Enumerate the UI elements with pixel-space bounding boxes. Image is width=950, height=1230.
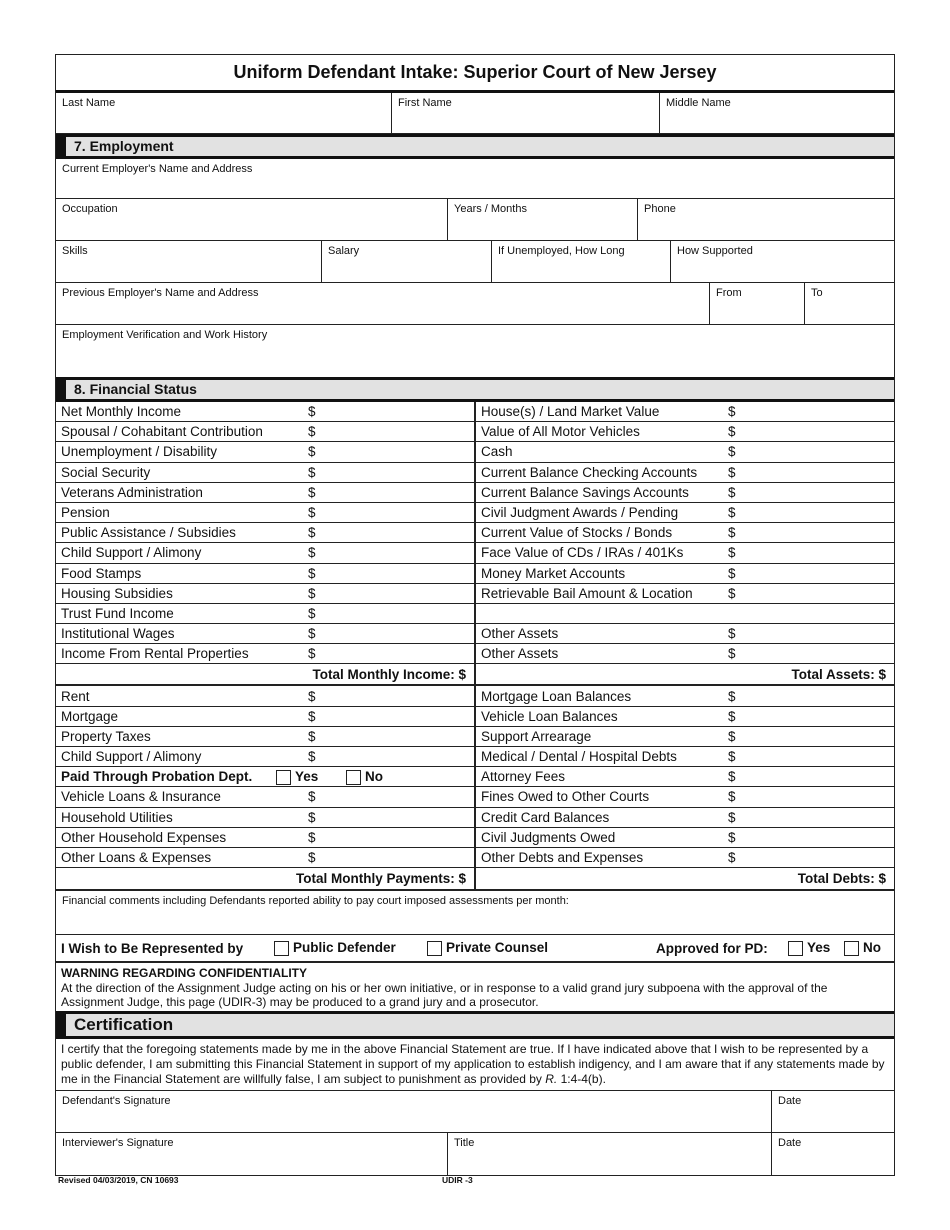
how-supported-field[interactable]: How Supported bbox=[677, 245, 753, 257]
income-row[interactable]: Trust Fund Income $ bbox=[56, 604, 474, 624]
confidentiality-warning: WARNING REGARDING CONFIDENTIALITY At the direction of the Assignment Judge acting on his or her own initiative, or in response to a valid grand jury subpoena with the approval of the Assignment Judge, this page (UDIR-3) may be produced to a grand jury and a prosecutor. bbox=[61, 966, 828, 1010]
income-row[interactable]: Food Stamps $ bbox=[56, 564, 474, 584]
payment-row[interactable]: Rent $ bbox=[56, 686, 474, 706]
public-defender-option[interactable]: Public Defender bbox=[274, 940, 396, 956]
assets-debts-column bbox=[476, 402, 894, 890]
previous-employer-field[interactable]: Previous Employer's Name and Address bbox=[56, 283, 710, 324]
defendant-date-field[interactable]: Date bbox=[778, 1095, 802, 1108]
salary-field[interactable]: Salary bbox=[322, 241, 492, 282]
asset-row[interactable]: Current Balance Checking Accounts $ bbox=[476, 463, 894, 483]
unemployed-how-long-field[interactable]: If Unemployed, How Long bbox=[492, 241, 671, 282]
certification-statement: I certify that the foregoing statements made by me in the above Financial Statement are true. If I have indicated above that I wish to be represented by a public defender, I am submitting this Financial Statement in support of my application to establish indigency, and I am aware that if any statements made by me in the Financial Statement are willfully false, I am subject to punishment as provided by R. 1:4-4(b). bbox=[56, 1039, 894, 1091]
financial-grid bbox=[56, 402, 894, 890]
payment-row[interactable]: Household Utilities $ bbox=[56, 808, 474, 828]
asset-row[interactable]: Civil Judgment Awards / Pending $ bbox=[476, 503, 894, 523]
asset-row[interactable]: Retrievable Bail Amount & Location $ bbox=[476, 584, 894, 604]
middle-name-field[interactable]: Middle Name bbox=[666, 97, 731, 109]
income-row[interactable]: Social Security $ bbox=[56, 463, 474, 483]
payment-row[interactable]: Other Loans & Expenses $ bbox=[56, 848, 474, 868]
asset-row[interactable]: Other Assets $ bbox=[476, 644, 894, 664]
total-monthly-payments[interactable]: Total Monthly Payments: $ bbox=[56, 868, 474, 890]
debt-row[interactable]: Mortgage Loan Balances $ bbox=[476, 686, 894, 706]
asset-row[interactable]: Face Value of CDs / IRAs / 401Ks $ bbox=[476, 543, 894, 563]
income-row[interactable]: Child Support / Alimony $ bbox=[56, 543, 474, 563]
interviewer-signature-field[interactable]: Interviewer's Signature bbox=[56, 1133, 448, 1175]
first-name-field[interactable]: First Name bbox=[392, 93, 660, 133]
debt-row[interactable]: Civil Judgments Owed $ bbox=[476, 828, 894, 848]
defendant-signature-row bbox=[56, 1091, 894, 1133]
interviewer-signature-row bbox=[56, 1133, 894, 1175]
interviewer-date-field[interactable]: Date bbox=[778, 1137, 802, 1150]
income-row[interactable]: Housing Subsidies $ bbox=[56, 584, 474, 604]
intake-form bbox=[55, 54, 895, 1176]
income-row[interactable]: Unemployment / Disability $ bbox=[56, 442, 474, 462]
occupation-row bbox=[56, 199, 894, 241]
probation-no-option[interactable]: No bbox=[346, 769, 383, 785]
revision-note: Revised 04/03/2019, CN 10693 bbox=[58, 1175, 179, 1185]
comments-row bbox=[56, 890, 894, 935]
asset-row-blank[interactable] bbox=[476, 604, 894, 624]
form-title: Uniform Defendant Intake: Superior Court of New Jersey bbox=[56, 55, 894, 93]
probation-no-checkbox[interactable] bbox=[346, 770, 361, 785]
income-row[interactable]: Spousal / Cohabitant Contribution $ bbox=[56, 422, 474, 442]
income-row[interactable]: Public Assistance / Subsidies $ bbox=[56, 523, 474, 543]
asset-row[interactable]: Current Balance Savings Accounts $ bbox=[476, 483, 894, 503]
from-field[interactable]: From bbox=[710, 283, 805, 324]
income-payments-column bbox=[56, 402, 476, 890]
probation-yes-option[interactable]: Yes bbox=[276, 769, 318, 785]
approved-no-option[interactable]: No bbox=[844, 940, 881, 956]
financial-section-header: 8. Financial Status bbox=[56, 377, 894, 402]
income-row[interactable]: Institutional Wages $ bbox=[56, 624, 474, 644]
verification-field[interactable]: Employment Verification and Work History bbox=[62, 329, 268, 341]
payment-row[interactable]: Other Household Expenses $ bbox=[56, 828, 474, 848]
certification-section-header: Certification bbox=[56, 1011, 894, 1039]
probation-row: Paid Through Probation Dept. Yes No bbox=[56, 767, 474, 787]
income-row[interactable]: Veterans Administration $ bbox=[56, 483, 474, 503]
skills-field[interactable]: Skills bbox=[56, 241, 322, 282]
asset-row[interactable]: Current Value of Stocks / Bonds $ bbox=[476, 523, 894, 543]
skills-row bbox=[56, 241, 894, 283]
debt-row[interactable]: Support Arrearage $ bbox=[476, 727, 894, 747]
occupation-field[interactable]: Occupation bbox=[56, 199, 448, 240]
payment-row[interactable]: Property Taxes $ bbox=[56, 727, 474, 747]
asset-row[interactable]: Value of All Motor Vehicles $ bbox=[476, 422, 894, 442]
interviewer-title-field[interactable]: Title bbox=[448, 1133, 772, 1175]
debt-row[interactable]: Vehicle Loan Balances $ bbox=[476, 707, 894, 727]
private-counsel-checkbox[interactable] bbox=[427, 941, 442, 956]
income-row[interactable]: Net Monthly Income $ bbox=[56, 402, 474, 422]
current-employer-field[interactable]: Current Employer's Name and Address bbox=[62, 163, 253, 175]
debt-row[interactable]: Fines Owed to Other Courts $ bbox=[476, 787, 894, 807]
financial-comments-field[interactable]: Financial comments including Defendants reported ability to pay court imposed assessments per month: bbox=[62, 895, 569, 908]
name-row bbox=[56, 93, 894, 134]
total-assets[interactable]: Total Assets: $ bbox=[476, 664, 894, 686]
payment-row[interactable]: Mortgage $ bbox=[56, 707, 474, 727]
debt-row[interactable]: Other Debts and Expenses $ bbox=[476, 848, 894, 868]
payment-row[interactable]: Child Support / Alimony $ bbox=[56, 747, 474, 767]
public-defender-checkbox[interactable] bbox=[274, 941, 289, 956]
approved-no-checkbox[interactable] bbox=[844, 941, 859, 956]
defendant-signature-field[interactable]: Defendant's Signature bbox=[56, 1091, 772, 1132]
last-name-field[interactable]: Last Name bbox=[56, 93, 392, 133]
payment-row[interactable]: Vehicle Loans & Insurance $ bbox=[56, 787, 474, 807]
phone-field[interactable]: Phone bbox=[644, 203, 676, 215]
debt-row[interactable]: Attorney Fees $ bbox=[476, 767, 894, 787]
approved-yes-option[interactable]: Yes bbox=[788, 940, 830, 956]
debt-row[interactable]: Credit Card Balances $ bbox=[476, 808, 894, 828]
employment-section-header: 7. Employment bbox=[56, 134, 894, 159]
current-employer-row bbox=[56, 159, 894, 199]
form-id: UDIR -3 bbox=[442, 1175, 473, 1185]
asset-row[interactable]: Other Assets $ bbox=[476, 624, 894, 644]
asset-row[interactable]: Money Market Accounts $ bbox=[476, 564, 894, 584]
to-field[interactable]: To bbox=[811, 287, 823, 299]
asset-row[interactable]: House(s) / Land Market Value $ bbox=[476, 402, 894, 422]
total-debts[interactable]: Total Debts: $ bbox=[476, 868, 894, 890]
verification-row bbox=[56, 325, 894, 377]
private-counsel-option[interactable]: Private Counsel bbox=[427, 940, 548, 956]
income-row[interactable]: Income From Rental Properties $ bbox=[56, 644, 474, 664]
debt-row[interactable]: Medical / Dental / Hospital Debts $ bbox=[476, 747, 894, 767]
approved-yes-checkbox[interactable] bbox=[788, 941, 803, 956]
total-monthly-income[interactable]: Total Monthly Income: $ bbox=[56, 664, 474, 686]
previous-employer-row bbox=[56, 283, 894, 325]
income-row[interactable]: Pension $ bbox=[56, 503, 474, 523]
asset-row[interactable]: Cash $ bbox=[476, 442, 894, 462]
years-months-field[interactable]: Years / Months bbox=[448, 199, 638, 240]
representation-row: I Wish to Be Represented by Public Defender Private Counsel Approved for PD: Yes No bbox=[56, 935, 894, 963]
probation-yes-checkbox[interactable] bbox=[276, 770, 291, 785]
